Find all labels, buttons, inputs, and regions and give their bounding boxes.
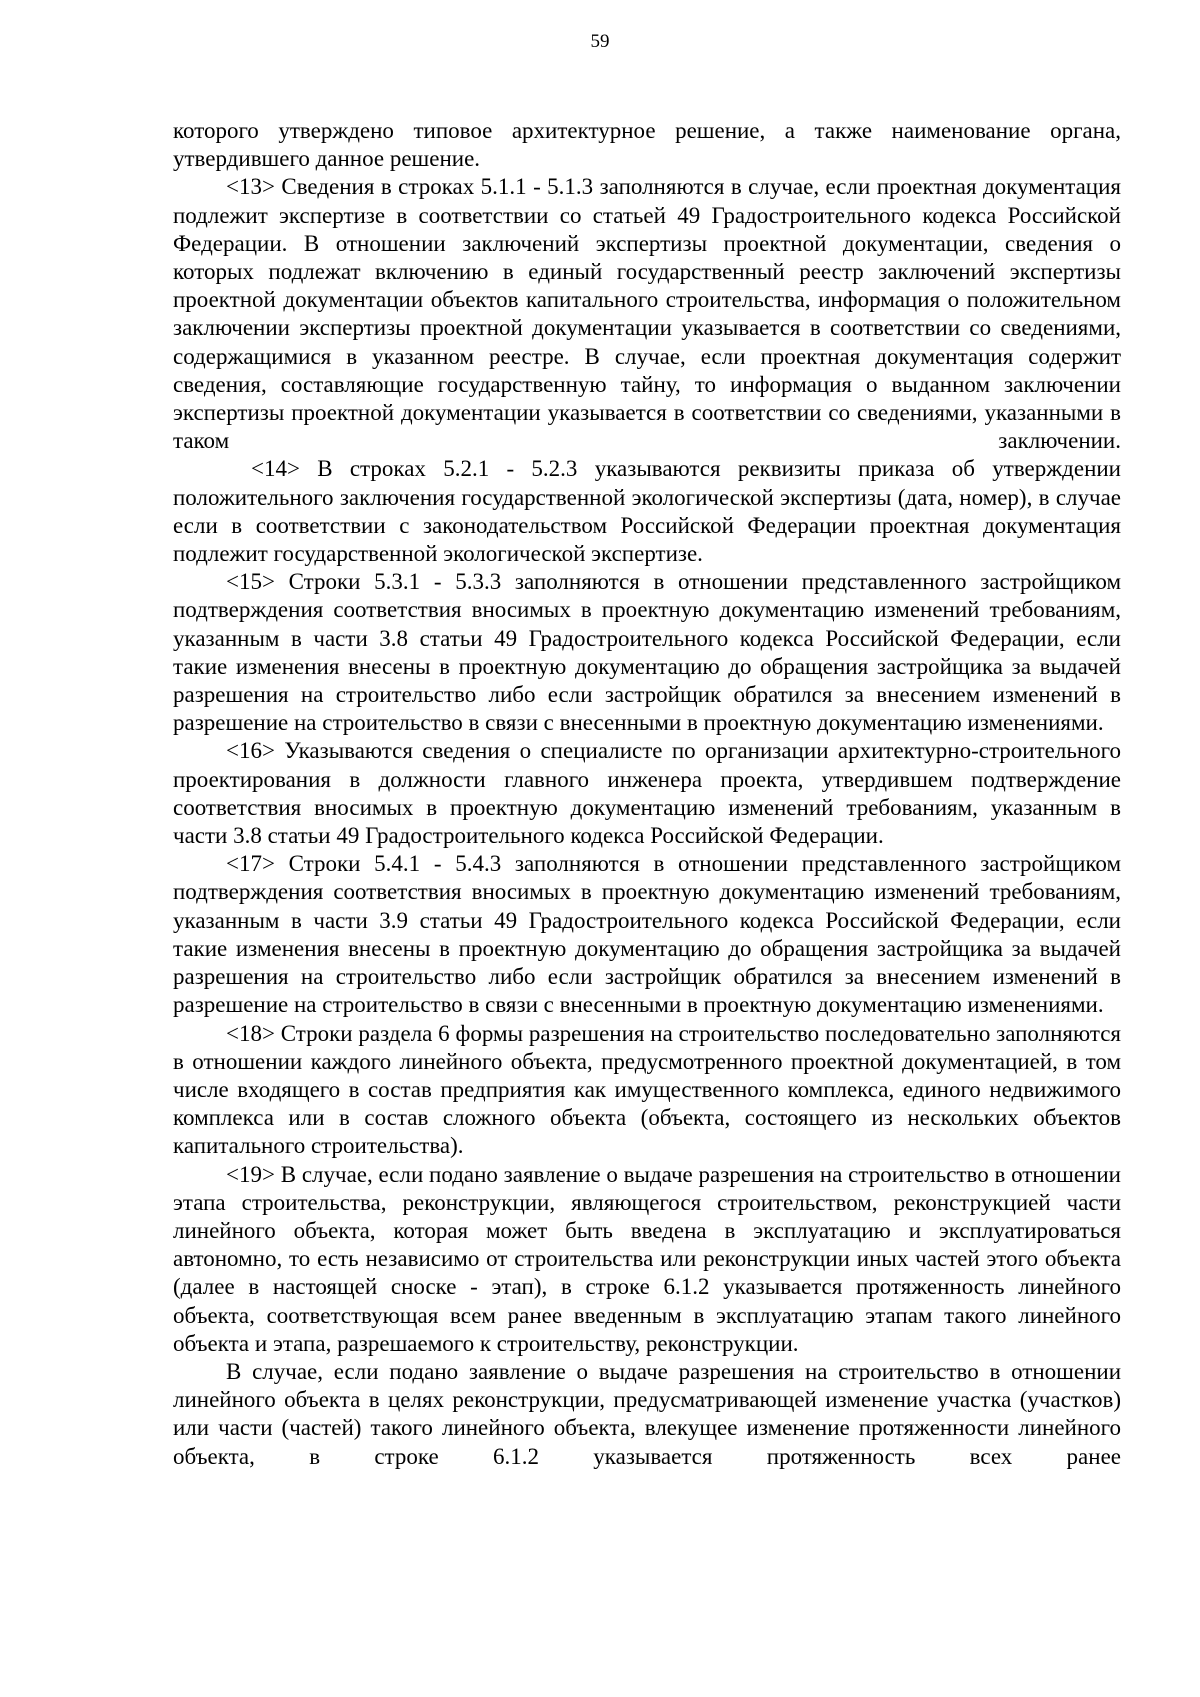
footnote-18: <18> Строки раздела 6 формы разрешения на строительство последовательно заполняются в отношении каждого линейного объекта, предусмотренного проектной документацией, в том числе входящего в состав предприятия как имущественного комплекса, единого недвижимого комплекса или в состав сложного объекта (объекта, состоящего из нескольких объектов капитального строительства).: [173, 1020, 1121, 1159]
footnote-17: <17> Строки 5.4.1 - 5.4.3 заполняются в отношении представленного застройщиком подтверждения соответствия вносимых в проектную документацию изменений требованиям, указанным в части 3.9 статьи 49 Градостроительного кодекса Российской Федерации, если такие изменения внесены в проектную документацию до обращения застройщика за выдачей разрешения на строительство либо если застройщик обратился за внесением изменений в разрешение на строительство в связи с внесенными в проектную документацию изменениями.: [173, 851, 1121, 1018]
footnote-15: <15> Строки 5.3.1 - 5.3.3 заполняются в отношении представленного застройщиком подтверждения соответствия вносимых в проектную документацию изменений требованиям, указанным в части 3.8 статьи 49 Градостроительного кодекса Российской Федерации, если такие изменения внесены в проектную документацию до обращения застройщика за выдачей разрешения на строительство либо если застройщик обратился за внесением изменений в разрешение на строительство в связи с внесенными в проектную документацию изменениями.: [173, 569, 1121, 736]
footnote-16: <16> Указываются сведения о специалисте по организации архитектурно-строительного проектирования в должности главного инженера проекта, утвердившем подтверждение соответствия вносимых в проектную документацию изменений требованиям, указанным в части 3.8 статьи 49 Градостроительного кодекса Российской Федерации.: [173, 738, 1121, 849]
paragraph-continuation: которого утверждено типовое архитектурное решение, а также наименование органа, утвердившего данное решение.: [173, 118, 1121, 172]
footnote-19: <19> В случае, если подано заявление о выдаче разрешения на строительство в отношении этапа строительства, реконструкции, являющегося строительством, реконструкцией части линейного объекта, которая может быть введена в эксплуатацию и эксплуатироваться автономно, то есть независимо от строительства или реконструкции иных частей этого объекта (далее в настоящей сноске - этап), в строке 6.1.2 указывается протяженность линейного объекта, соответствующая всем ранее введенным в эксплуатацию этапам такого линейного объекта и этапа, разрешаемого к строительству, реконструкции.: [173, 1161, 1121, 1356]
footnote-19-continuation: В случае, если подано заявление о выдаче разрешения на строительство в отношении линейного объекта в целях реконструкции, предусматривающей изменение участка (участков) или части (частей) такого линейного объекта, влекущее изменение протяженности линейного объекта, в строке 6.1.2 указывается протяженность всех ранее: [173, 1358, 1121, 1469]
document-body: [173, 117, 1121, 1471]
page-number: 59: [590, 31, 610, 52]
footnote-14: <14> В строках 5.2.1 - 5.2.3 указываются реквизиты приказа об утверждении положительного заключения государственной экологической экспертизы (дата, номер), в случае если в соответствии с законодательством Российской Федерации проектная документация подлежит государственной экологической экспертизе.: [173, 456, 1121, 567]
footnote-13: <13> Сведения в строках 5.1.1 - 5.1.3 заполняются в случае, если проектная документация подлежит экспертизе в соответствии со статьей 49 Градостроительного кодекса Российской Федерации. В отношении заключений экспертизы проектной документации, сведения о которых подлежат включению в единый государственный реестр заключений экспертизы проектной документации объектов капитального строительства, информация о положительном заключении экспертизы проектной документации указывается в соответствии со сведениями, содержащимися в указанном реестре. В случае, если проектная документация содержит сведения, составляющие государственную тайну, то информация о выданном заключении экспертизы проектной документации указывается в соответствии со сведениями, указанными в таком заключении.: [173, 174, 1121, 454]
